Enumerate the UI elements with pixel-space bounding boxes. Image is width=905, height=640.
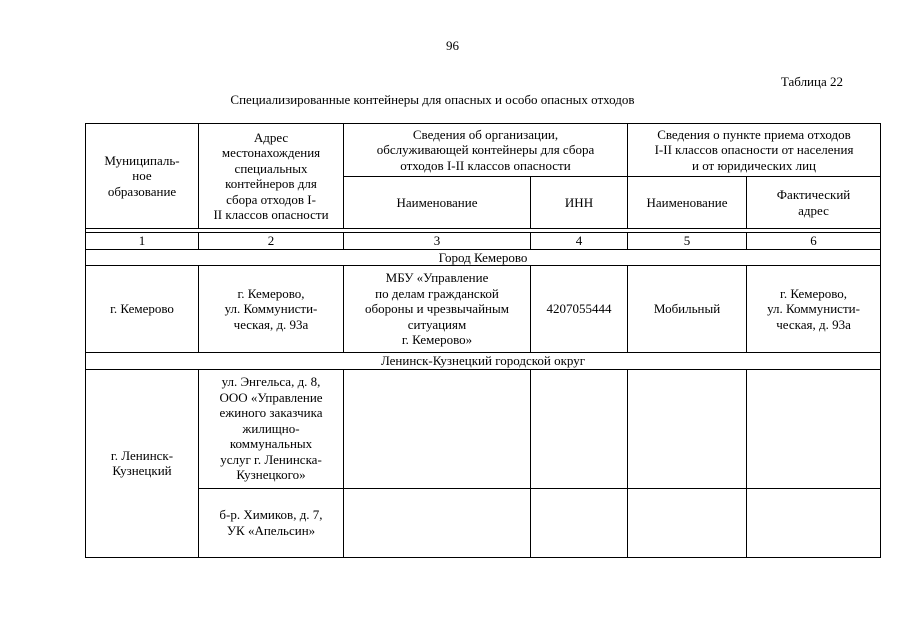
column-number: 3	[344, 233, 531, 250]
empty-cell	[747, 369, 881, 488]
empty-cell	[628, 369, 747, 488]
empty-cell	[344, 369, 531, 488]
address-cell: ул. Энгельса, д. 8, ООО «Управление ежиного заказчика жилищно- коммунальных услуг г. Ленинска- Кузнецкого»	[199, 369, 344, 488]
column-number: 4	[531, 233, 628, 250]
header-actual-address: Фактический адрес	[747, 177, 881, 229]
column-number: 5	[628, 233, 747, 250]
municipal-cell: г. Кемерово	[86, 266, 199, 353]
section-title: Город Кемерово	[86, 249, 881, 266]
column-number: 2	[199, 233, 344, 250]
section-title: Ленинск-Кузнецкий городской округ	[86, 353, 881, 370]
column-numbers-row	[86, 233, 881, 250]
actual-address-cell: г. Кемерово, ул. Коммунисти- ческая, д. 93а	[747, 266, 881, 353]
organization-name-cell: МБУ «Управление по делам гражданской обороны и чрезвычайным ситуациям г. Кемерово»	[344, 266, 531, 353]
page-number: 96	[446, 38, 459, 53]
header-address: Адрес местонахождения специальных контейнеров для сбора отходов I- II классов опасности	[199, 124, 344, 229]
empty-cell	[531, 369, 628, 488]
empty-cell	[747, 488, 881, 557]
header-point-name: Наименование	[628, 177, 747, 229]
header-org-name: Наименование	[344, 177, 531, 229]
inn-cell: 4207055444	[531, 266, 628, 353]
header-inn: ИНН	[531, 177, 628, 229]
column-number: 6	[747, 233, 881, 250]
table-title: Специализированные контейнеры для опасных и особо опасных отходов	[230, 92, 635, 107]
table-row	[86, 488, 881, 557]
address-cell: г. Кемерово, ул. Коммунисти- ческая, д. 93а	[199, 266, 344, 353]
header-organization-group: Сведения об организации, обслуживающей контейнеры для сбора отходов I-II классов опасности	[344, 124, 628, 177]
header-collection-point-group: Сведения о пункте приема отходов I-II классов опасности от населения и от юридических лиц	[628, 124, 881, 177]
column-number: 1	[86, 233, 199, 250]
empty-cell	[344, 488, 531, 557]
containers-table	[85, 123, 881, 558]
table-row	[86, 369, 881, 488]
header-municipal: Муниципаль- ное образование	[86, 124, 199, 229]
address-cell: б-р. Химиков, д. 7, УК «Апельсин»	[199, 488, 344, 557]
empty-cell	[531, 488, 628, 557]
empty-cell	[628, 488, 747, 557]
municipal-cell: г. Ленинск- Кузнецкий	[86, 369, 199, 557]
point-name-cell: Мобильный	[628, 266, 747, 353]
table-label: Таблица 22	[780, 74, 843, 89]
table-row	[86, 266, 881, 353]
